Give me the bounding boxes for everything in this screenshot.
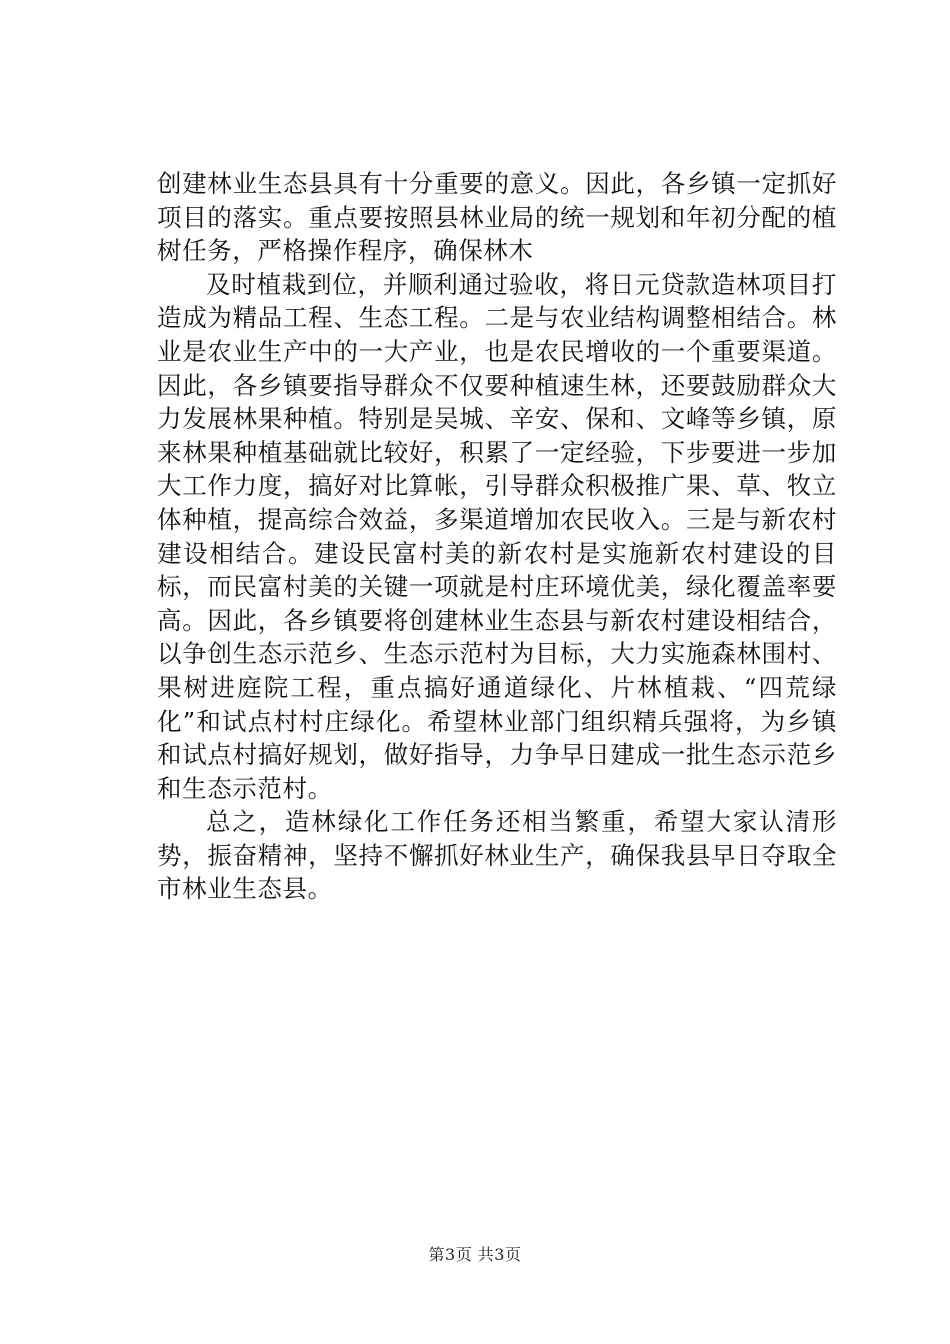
document-body <box>157 167 837 906</box>
paragraph-integration-measures: 及时植栽到位，并顺利通过验收，将日元贷款造林项目打造成为精品工程、生态工程。二是与农业结构调整相结合。林业是农业生产中的一大产业，也是农民增收的一个重要渠道。因此，各乡镇要指导群众不仅要种植速生林，还要鼓励群众大力发展林果种植。特别是吴城、辛安、保和、文峰等乡镇，原来林果种植基础就比较好，积累了一定经验，下步要进一步加大工作力度，搞好对比算帐，引导群众积极推广果、草、牧立体种植，提高综合效益，多渠道增加农民收入。三是与新农村建设相结合。建设民富村美的新农村是实施新农村建设的目标，而民富村美的关键一项就是村庄环境优美，绿化覆盖率要高。因此，各乡镇要将创建林业生态县与新农村建设相结合，以争创生态示范乡、生态示范村为目标，大力实施森林围村、果树进庭院工程，重点搞好通道绿化、片林植栽、“四荒绿化”和试点村村庄绿化。希望林业部门组织精兵强将，为乡镇和试点村搞好规划，做好指导，力争早日建成一批生态示范乡和生态示范村。 <box>157 269 837 803</box>
page-number-footer: 第3页 共3页 <box>428 1245 522 1264</box>
paragraph-conclusion: 总之，造林绿化工作任务还相当繁重，希望大家认清形势，振奋精神，坚持不懈抓好林业生产，确保我县早日夺取全市林业生态县。 <box>157 807 837 904</box>
paragraph-continuation: 创建林业生态县具有十分重要的意义。因此，各乡镇一定抓好项目的落实。重点要按照县林业局的统一规划和年初分配的植树任务，严格操作程序，确保林木 <box>157 169 837 266</box>
